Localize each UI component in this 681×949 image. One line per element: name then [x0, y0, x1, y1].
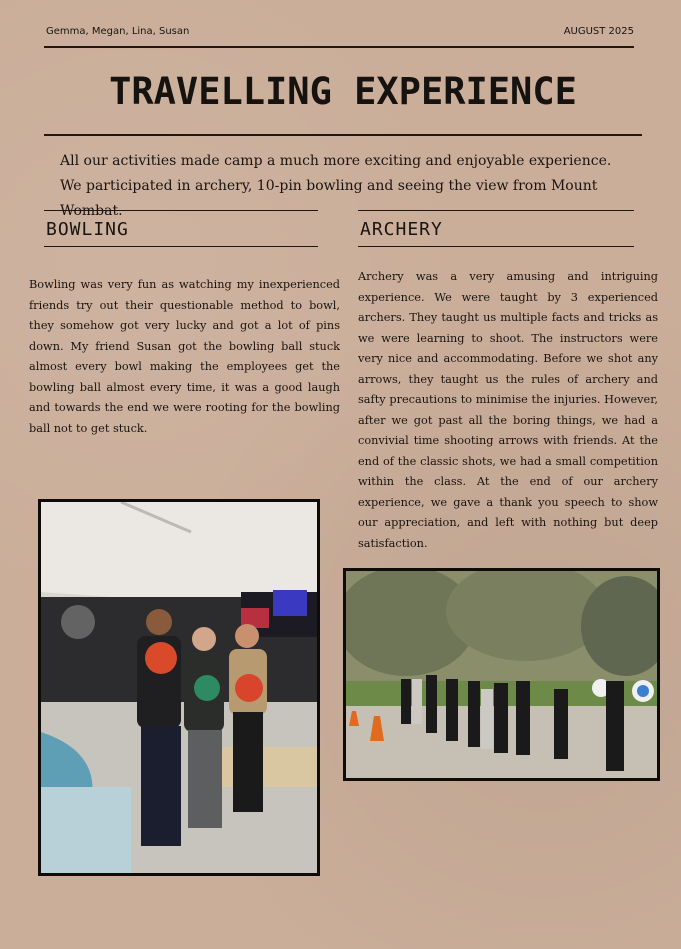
header-bottom-rule: [44, 134, 642, 136]
bowling-heading: BOWLING: [46, 219, 129, 240]
bowling-photo-illustration: [41, 502, 317, 873]
archery-text: Archery was a very amusing and intriguing experience. We were taught by 3 experienced archers. They taught us multiple facts and tricks as we were learning to shoot. The instructors were very nice and accommodating. Before we shot any arrows, they taught us the rules of archery and safty precautions to minimise the injuries. However, after we got past all the boring things, we had a convivial time shooting arrows with friends. At the end of the classic shots, we had a small competition within the class. At the end of our archery experience, we gave a thank you speech to show our appreciation, and left with nothing but deep satisfaction.: [358, 270, 658, 550]
archery-heading: ARCHERY: [360, 219, 443, 240]
bowling-heading-bottom-rule: [44, 246, 318, 247]
bowling-photo: [38, 499, 320, 876]
header-top-rule: [44, 46, 634, 48]
bowling-text: Bowling was very fun as watching my inexperienced friends try out their questionable method to bowl, they somehow got very lucky and got a lot of pins down. My friend Susan got the bowling ball stuck almost every bowl making the employees get the bowling ball almost every time, it was a good laugh and towards the end we were rooting for the bowling ball not to get stuck.: [29, 278, 340, 435]
page-title: TRAVELLING EXPERIENCE: [109, 70, 577, 113]
archery-photo: [343, 568, 660, 781]
authors-line: Gemma, Megan, Lina, Susan: [46, 26, 190, 37]
intro-paragraph: All our activities made camp a much more exciting and enjoyable experience. We participated in archery, 10-pin bowling and seeing the view from Mount Wombat.: [60, 153, 612, 219]
bowling-heading-top-rule: [44, 210, 318, 211]
archery-photo-illustration: [346, 571, 657, 778]
issue-date: AUGUST 2025: [563, 26, 634, 37]
archery-heading-bottom-rule: [358, 246, 634, 247]
archery-heading-top-rule: [358, 210, 634, 211]
